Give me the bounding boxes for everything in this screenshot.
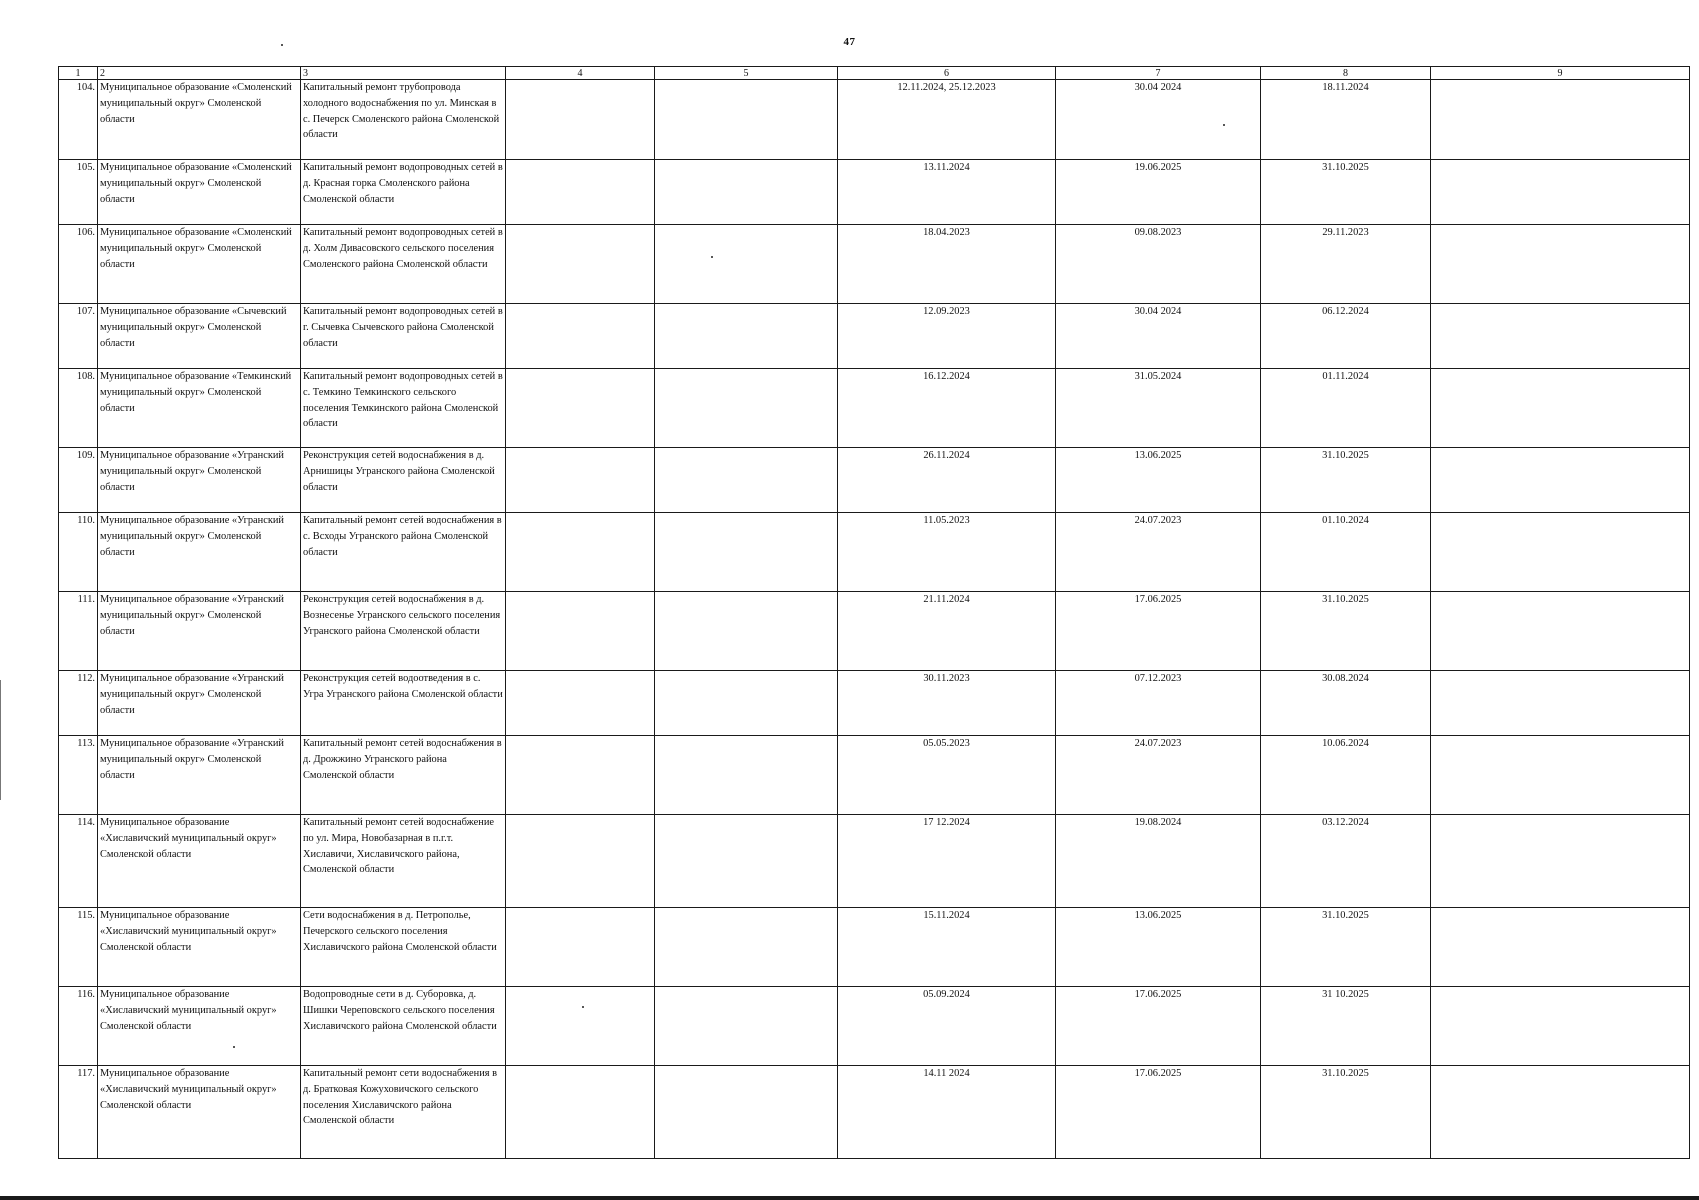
col8-date-cell: 31.10.2025	[1261, 908, 1431, 987]
col6-date-cell: 14.11 2024	[838, 1066, 1056, 1159]
col6-date-cell: 30.11.2023	[838, 671, 1056, 736]
col4-cell	[506, 369, 655, 448]
table-body	[59, 67, 1690, 1159]
col6-date-cell: 26.11.2024	[838, 448, 1056, 513]
col8-date-cell: 30.08.2024	[1261, 671, 1431, 736]
table-row	[59, 908, 1690, 987]
row-number-cell: 112.	[59, 671, 98, 736]
col8-date-cell: 01.11.2024	[1261, 369, 1431, 448]
col4-cell	[506, 592, 655, 671]
bottom-scan-border	[0, 1196, 1699, 1200]
col9-cell	[1431, 736, 1690, 815]
table-row	[59, 513, 1690, 592]
col7-date-cell: 24.07.2023	[1056, 513, 1261, 592]
municipality-cell: Муниципальное образование «Угранский муниципальный округ» Смоленской области	[98, 592, 301, 671]
object-cell: Капитальный ремонт трубопровода холодного водоснабжения по ул. Минская в с. Печерск Смоленского района Смоленской области	[301, 80, 506, 160]
col9-cell	[1431, 304, 1690, 369]
municipality-cell: Муниципальное образование «Угранский муниципальный округ» Смоленской области	[98, 736, 301, 815]
object-cell: Капитальный ремонт сетей водоснабжение по ул. Мира, Новобазарная в п.г.т. Хиславичи, Хиславичского района, Смоленской области	[301, 815, 506, 908]
col4-cell	[506, 987, 655, 1066]
data-table	[58, 66, 1690, 1159]
object-cell: Реконструкция сетей водоотведения в с. Угра Угранского района Смоленской области	[301, 671, 506, 736]
col4-cell	[506, 736, 655, 815]
row-number-cell: 116.	[59, 987, 98, 1066]
col9-cell	[1431, 448, 1690, 513]
col5-cell	[655, 225, 838, 304]
col5-cell	[655, 1066, 838, 1159]
col4-cell	[506, 225, 655, 304]
municipality-cell: Муниципальное образование «Угранский муниципальный округ» Смоленской области	[98, 448, 301, 513]
col5-cell	[655, 448, 838, 513]
header-cell-6: 6	[838, 67, 1056, 80]
col5-cell	[655, 369, 838, 448]
col9-cell	[1431, 225, 1690, 304]
col7-date-cell: 24.07.2023	[1056, 736, 1261, 815]
col9-cell	[1431, 987, 1690, 1066]
object-cell: Сети водоснабжения в д. Петрополье, Печерского сельского поселения Хиславичского района Смоленской области	[301, 908, 506, 987]
object-cell: Капитальный ремонт водопроводных сетей в д. Холм Дивасовского сельского поселения Смоленского района Смоленской области	[301, 225, 506, 304]
row-number-cell: 106.	[59, 225, 98, 304]
col8-date-cell: 31 10.2025	[1261, 987, 1431, 1066]
object-cell: Капитальный ремонт водопроводных сетей в с. Темкино Темкинского сельского поселения Темкинского района Смоленской области	[301, 369, 506, 448]
object-cell: Капитальный ремонт сети водоснабжения в д. Братковая Кожуховичского сельского поселения Хиславичского района Смоленской области	[301, 1066, 506, 1159]
row-number-cell: 107.	[59, 304, 98, 369]
row-number-cell: 113.	[59, 736, 98, 815]
scan-edge-mark	[0, 680, 1, 800]
col6-date-cell: 05.09.2024	[838, 987, 1056, 1066]
col6-date-cell: 17 12.2024	[838, 815, 1056, 908]
object-cell: Капитальный ремонт сетей водоснабжения в с. Всходы Угранского района Смоленской области	[301, 513, 506, 592]
col5-cell	[655, 160, 838, 225]
col7-date-cell: 17.06.2025	[1056, 1066, 1261, 1159]
municipality-cell: Муниципальное образование «Хиславичский муниципальный округ» Смоленской области	[98, 987, 301, 1066]
col9-cell	[1431, 592, 1690, 671]
row-number-cell: 109.	[59, 448, 98, 513]
table-row	[59, 225, 1690, 304]
col9-cell	[1431, 80, 1690, 160]
col7-date-cell: 17.06.2025	[1056, 987, 1261, 1066]
col7-date-cell: 13.06.2025	[1056, 908, 1261, 987]
col6-date-cell: 05.05.2023	[838, 736, 1056, 815]
col5-cell	[655, 592, 838, 671]
col4-cell	[506, 304, 655, 369]
col8-date-cell: 31.10.2025	[1261, 448, 1431, 513]
col7-date-cell: 17.06.2025	[1056, 592, 1261, 671]
table-header-row	[59, 67, 1690, 80]
header-cell-4: 4	[506, 67, 655, 80]
municipality-cell: Муниципальное образование «Хиславичский муниципальный округ» Смоленской области	[98, 815, 301, 908]
col8-date-cell: 06.12.2024	[1261, 304, 1431, 369]
col9-cell	[1431, 671, 1690, 736]
col5-cell	[655, 671, 838, 736]
object-cell: Капитальный ремонт сетей водоснабжения в д. Дрожжино Угранского района Смоленской области	[301, 736, 506, 815]
col4-cell	[506, 815, 655, 908]
row-number-cell: 105.	[59, 160, 98, 225]
object-cell: Реконструкция сетей водоснабжения в д. Арнишицы Угранского района Смоленской области	[301, 448, 506, 513]
col9-cell	[1431, 815, 1690, 908]
table-row	[59, 160, 1690, 225]
col4-cell	[506, 1066, 655, 1159]
col9-cell	[1431, 160, 1690, 225]
col8-date-cell: 18.11.2024	[1261, 80, 1431, 160]
col5-cell	[655, 513, 838, 592]
col4-cell	[506, 80, 655, 160]
table-row	[59, 304, 1690, 369]
header-cell-2: 2	[98, 67, 301, 80]
row-number-cell: 114.	[59, 815, 98, 908]
col6-date-cell: 16.12.2024	[838, 369, 1056, 448]
col7-date-cell: 30.04 2024	[1056, 304, 1261, 369]
municipality-cell: Муниципальное образование «Смоленский муниципальный округ» Смоленской области	[98, 225, 301, 304]
object-cell: Реконструкция сетей водоснабжения в д. Вознесенье Угранского сельского поселения Угранского района Смоленской области	[301, 592, 506, 671]
table-row	[59, 592, 1690, 671]
municipality-cell: Муниципальное образование «Угранский муниципальный округ» Смоленской области	[98, 671, 301, 736]
col4-cell	[506, 448, 655, 513]
object-cell: Капитальный ремонт водопроводных сетей в г. Сычевка Сычевского района Смоленской области	[301, 304, 506, 369]
col7-date-cell: 31.05.2024	[1056, 369, 1261, 448]
row-number-cell: 104.	[59, 80, 98, 160]
col7-date-cell: 07.12.2023	[1056, 671, 1261, 736]
row-number-cell: 115.	[59, 908, 98, 987]
col7-date-cell: 09.08.2023	[1056, 225, 1261, 304]
col6-date-cell: 15.11.2024	[838, 908, 1056, 987]
row-number-cell: 108.	[59, 369, 98, 448]
scan-speck	[281, 44, 283, 46]
header-cell-8: 8	[1261, 67, 1431, 80]
col8-date-cell: 31.10.2025	[1261, 160, 1431, 225]
col8-date-cell: 31.10.2025	[1261, 1066, 1431, 1159]
col7-date-cell: 13.06.2025	[1056, 448, 1261, 513]
col5-cell	[655, 987, 838, 1066]
col8-date-cell: 29.11.2023	[1261, 225, 1431, 304]
col4-cell	[506, 513, 655, 592]
col6-date-cell: 11.05.2023	[838, 513, 1056, 592]
col5-cell	[655, 736, 838, 815]
col9-cell	[1431, 908, 1690, 987]
col6-date-cell: 12.09.2023	[838, 304, 1056, 369]
row-number-cell: 111.	[59, 592, 98, 671]
header-cell-5: 5	[655, 67, 838, 80]
col4-cell	[506, 671, 655, 736]
table-row	[59, 987, 1690, 1066]
row-number-cell: 110.	[59, 513, 98, 592]
col9-cell	[1431, 513, 1690, 592]
municipality-cell: Муниципальное образование «Смоленский муниципальный округ» Смоленской области	[98, 80, 301, 160]
table-row	[59, 736, 1690, 815]
col8-date-cell: 10.06.2024	[1261, 736, 1431, 815]
table-row	[59, 1066, 1690, 1159]
col5-cell	[655, 908, 838, 987]
header-cell-1: 1	[59, 67, 98, 80]
col7-date-cell: 30.04 2024	[1056, 80, 1261, 160]
col4-cell	[506, 908, 655, 987]
row-number-cell: 117.	[59, 1066, 98, 1159]
municipality-cell: Муниципальное образование «Смоленский муниципальный округ» Смоленской области	[98, 160, 301, 225]
table-row	[59, 80, 1690, 160]
municipality-cell: Муниципальное образование «Хиславичский муниципальный округ» Смоленской области	[98, 1066, 301, 1159]
col8-date-cell: 31.10.2025	[1261, 592, 1431, 671]
table-row	[59, 448, 1690, 513]
header-cell-9: 9	[1431, 67, 1690, 80]
col4-cell	[506, 160, 655, 225]
col5-cell	[655, 80, 838, 160]
table-row	[59, 671, 1690, 736]
municipality-cell: Муниципальное образование «Сычевский муниципальный округ» Смоленской области	[98, 304, 301, 369]
header-cell-3: 3	[301, 67, 506, 80]
col6-date-cell: 18.04.2023	[838, 225, 1056, 304]
col7-date-cell: 19.06.2025	[1056, 160, 1261, 225]
municipality-cell: Муниципальное образование «Угранский муниципальный округ» Смоленской области	[98, 513, 301, 592]
col8-date-cell: 01.10.2024	[1261, 513, 1431, 592]
col7-date-cell: 19.08.2024	[1056, 815, 1261, 908]
col9-cell	[1431, 369, 1690, 448]
table-row	[59, 815, 1690, 908]
col9-cell	[1431, 1066, 1690, 1159]
municipality-cell: Муниципальное образование «Хиславичский муниципальный округ» Смоленской области	[98, 908, 301, 987]
col5-cell	[655, 815, 838, 908]
col5-cell	[655, 304, 838, 369]
object-cell: Капитальный ремонт водопроводных сетей в д. Красная горка Смоленского района Смоленской области	[301, 160, 506, 225]
object-cell: Водопроводные сети в д. Суборовка, д. Шишки Череповского сельского поселения Хиславичского района Смоленской области	[301, 987, 506, 1066]
col6-date-cell: 21.11.2024	[838, 592, 1056, 671]
page-number: 47	[843, 36, 856, 48]
municipality-cell: Муниципальное образование «Темкинский муниципальный округ» Смоленской области	[98, 369, 301, 448]
col8-date-cell: 03.12.2024	[1261, 815, 1431, 908]
col6-date-cell: 12.11.2024, 25.12.2023	[838, 80, 1056, 160]
table-row	[59, 369, 1690, 448]
col6-date-cell: 13.11.2024	[838, 160, 1056, 225]
header-cell-7: 7	[1056, 67, 1261, 80]
